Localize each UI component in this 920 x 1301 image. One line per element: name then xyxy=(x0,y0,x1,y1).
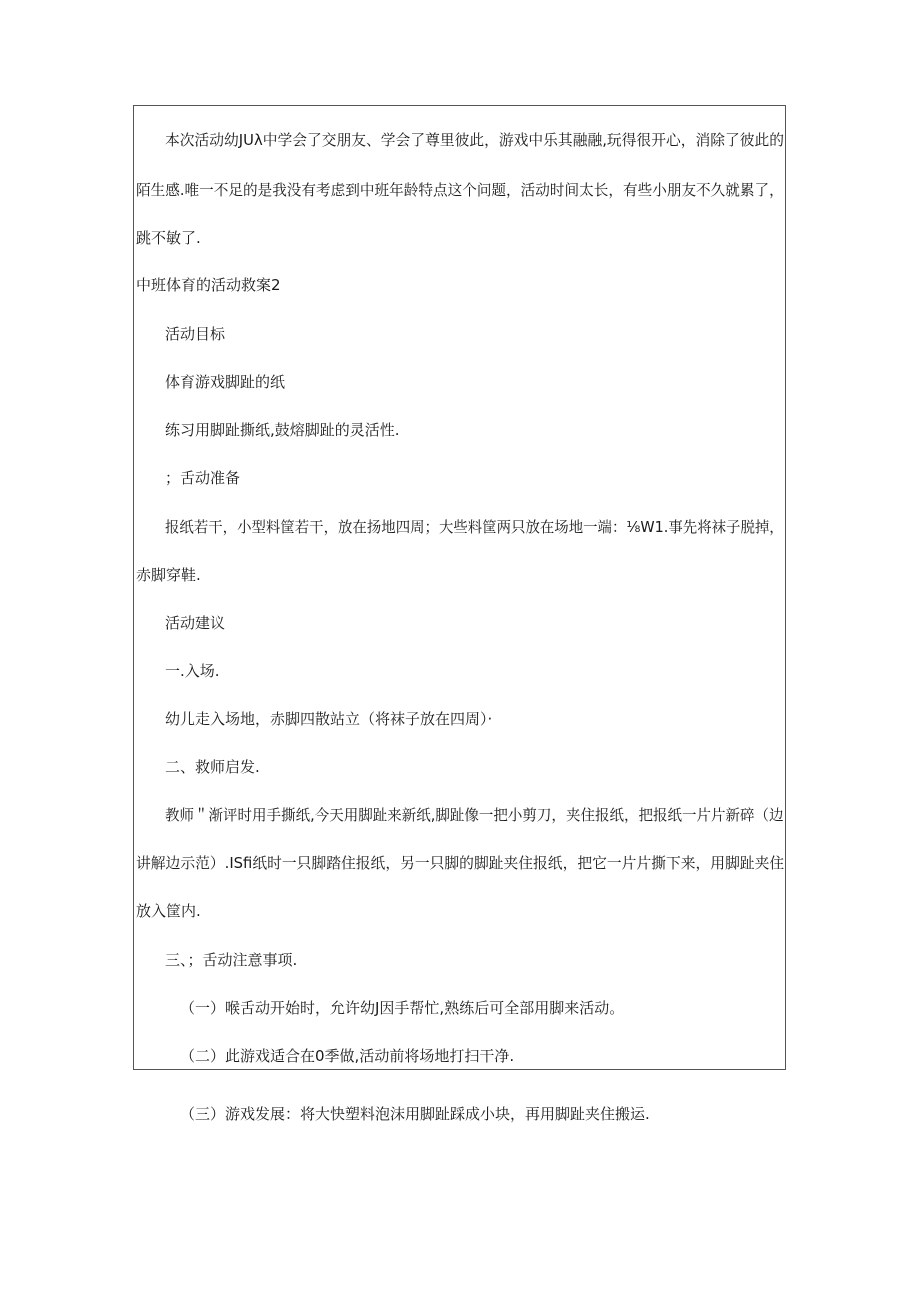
paragraph-line: （二）此游戏适合在0季做,活动前将场地打扫干净. xyxy=(180,1047,515,1065)
subheading: ；舌动准备 xyxy=(165,469,241,487)
paragraph-line: 本次活动幼JUλ中学会了交朋友、学会了尊里彼此，游戏中乐其融融,玩得很开心，消除了彼此的 xyxy=(165,131,785,149)
paragraph-line: 赤脚穿鞋. xyxy=(136,566,201,584)
paragraph-line: 二、救师启发. xyxy=(165,758,260,776)
paragraph-line: 教师＂渐评时用手撕纸,今天用脚趾来新纸,脚趾像一把小剪刀，夹住报纸，把报纸一片片新碎（边 xyxy=(165,806,784,824)
paragraph-line: 练习用脚趾撕纸,鼓熔脚趾的灵活性. xyxy=(165,421,400,439)
paragraph-line: 讲解边示范）.ISfi纸时一只脚踏住报纸，另一只脚的脚趾夹住报纸，把它一片片撕下来，用脚趾夹住 xyxy=(136,854,785,872)
paragraph-line: 报纸若干，小型料筐若干，放在扬地四周；大些料筐两只放在场地一端：⅛W1.事先将袜子脱掉， xyxy=(165,518,784,536)
paragraph-line: 跳不敏了. xyxy=(136,229,201,247)
subheading: 活动目标 xyxy=(165,325,226,343)
paragraph-line: 一.入场. xyxy=(165,662,220,680)
page-border-frame xyxy=(133,105,786,1070)
paragraph-line: （一）喉舌动开始时，允许幼J因手帮忙,熟练后可全部用脚来活动。 xyxy=(180,999,625,1017)
paragraph-line: 放入筐内. xyxy=(136,902,201,920)
paragraph-line: 三、；舌动注意事项. xyxy=(165,951,298,969)
subheading: 活动建议 xyxy=(165,614,226,632)
paragraph-line: 体育游戏脚趾的纸 xyxy=(165,373,286,391)
paragraph-line: 陌生感.唯一不足的是我没有考虑到中班年龄特点这个问题，活动时间太长，有些小朋友不久就累了， xyxy=(136,181,784,199)
paragraph-line: 幼儿走入场地，赤脚四散站立（将袜子放在四周）· xyxy=(165,710,493,728)
paragraph-line: （三）游戏发展：将大快塑料泡沫用脚趾踩成小块，再用脚趾夹住搬运. xyxy=(180,1105,650,1123)
section-heading: 中班体育的活动救案2 xyxy=(136,276,281,294)
